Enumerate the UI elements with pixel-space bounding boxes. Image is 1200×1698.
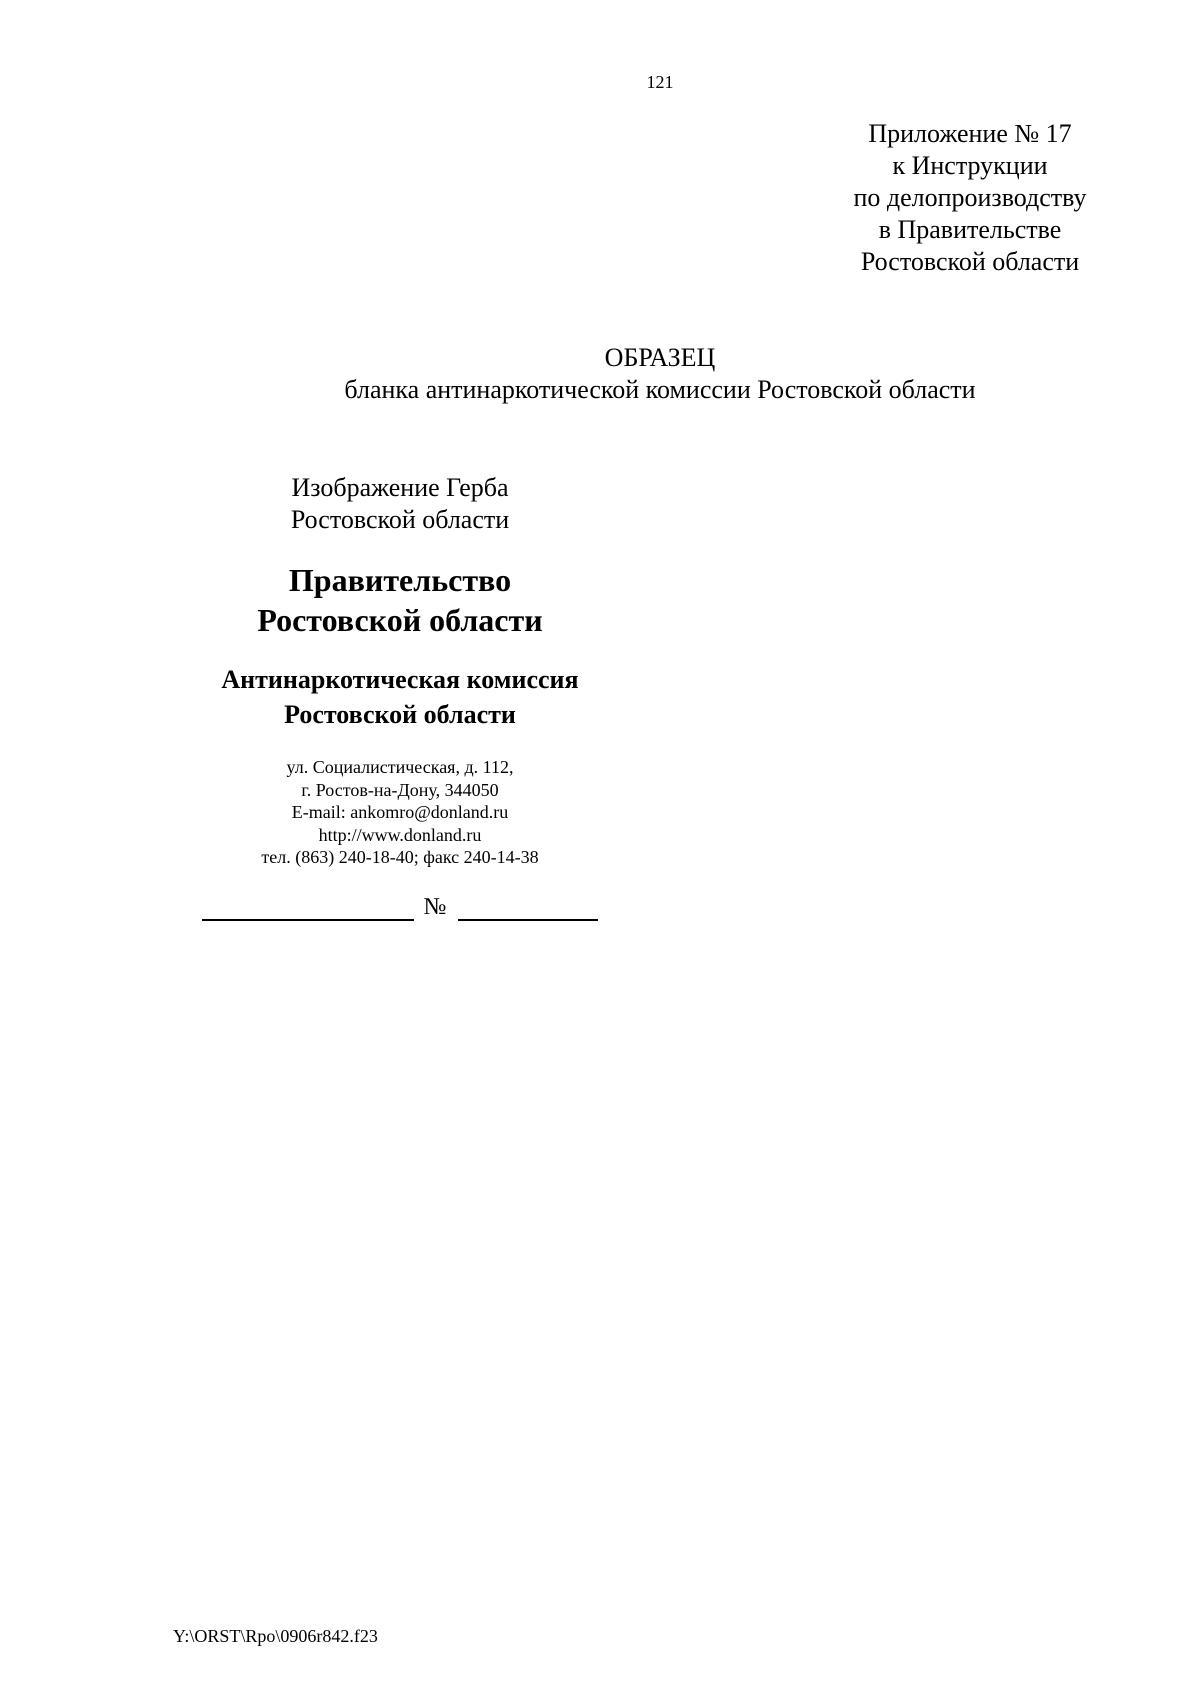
coat-caption-line: Изображение Герба	[291, 473, 509, 502]
contact-address-street: ул. Социалистическая, д. 112,	[286, 757, 514, 777]
government-name	[170, 560, 630, 640]
government-name-line: Ростовской области	[257, 602, 543, 638]
coat-of-arms-caption	[170, 472, 630, 536]
appendix-line: по делопроизводству	[853, 183, 1087, 212]
appendix-line: Приложение № 17	[868, 119, 1072, 148]
contact-email: E-mail: ankomro@donland.ru	[291, 802, 509, 822]
registration-line	[170, 893, 630, 921]
appendix-line: Ростовской области	[860, 247, 1080, 276]
commission-name-line: Антинаркотическая комиссия	[221, 665, 579, 694]
date-blank-field	[202, 893, 414, 921]
number-blank-field	[458, 893, 598, 921]
letterhead	[170, 472, 630, 921]
appendix-reference	[820, 118, 1120, 278]
sample-title: ОБРАЗЕЦ	[604, 343, 716, 372]
commission-name	[170, 662, 630, 732]
contact-website: http://www.donland.ru	[318, 824, 482, 845]
government-name-line: Правительство	[288, 562, 512, 598]
number-sign: №	[423, 893, 447, 920]
appendix-line: в Правительстве	[878, 215, 1062, 244]
sample-heading	[260, 342, 1060, 406]
commission-name-line: Ростовской области	[284, 700, 516, 729]
contact-address-city: г. Ростов-на-Дону, 344050	[301, 779, 499, 800]
sample-subtitle: бланка антинаркотической комиссии Ростовской области	[344, 375, 976, 404]
contact-details	[170, 756, 630, 869]
coat-caption-line: Ростовской области	[290, 505, 510, 534]
contact-phone-fax: тел. (863) 240-18-40; факс 240-14-38	[261, 847, 539, 867]
appendix-line: к Инструкции	[892, 151, 1048, 180]
page-number: 121	[646, 72, 674, 92]
footer-file-path: Y:\ORST\Rpo\0906r842.f23	[173, 1626, 378, 1646]
